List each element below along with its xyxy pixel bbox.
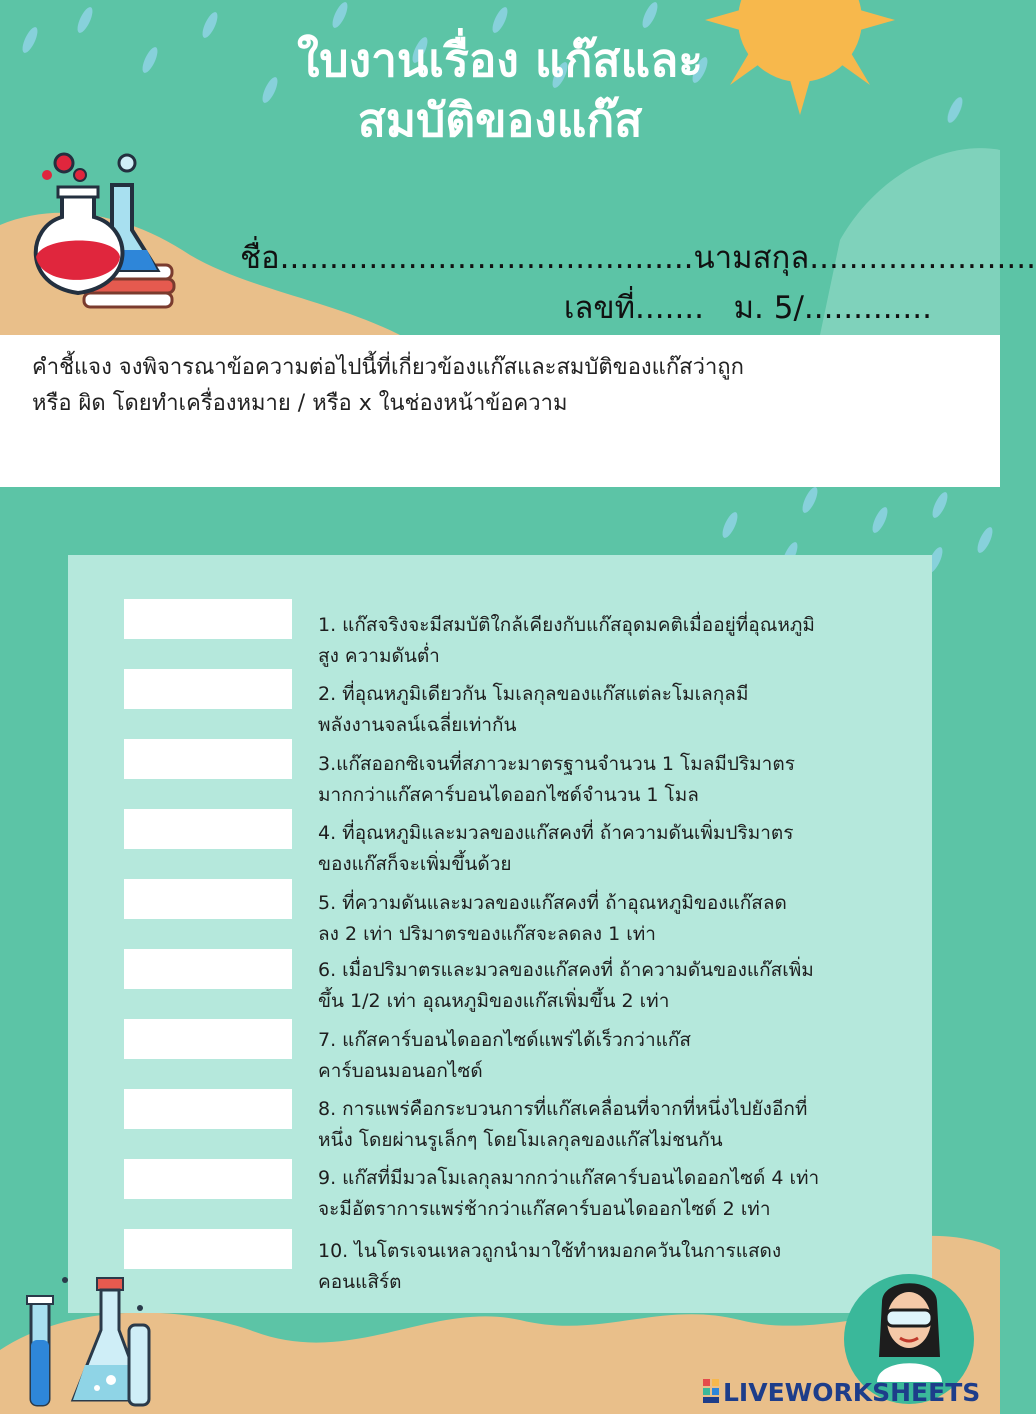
answer-box-6[interactable]: [124, 949, 292, 989]
question-10: [318, 1236, 908, 1298]
flask-icon: [22, 145, 182, 320]
question-3: [318, 749, 908, 811]
answer-box-4[interactable]: [124, 809, 292, 849]
question-text: พลังงานจลน์เฉลี่ยเท่ากัน: [318, 714, 517, 736]
question-6: [318, 955, 908, 1017]
number-label: เลขที่: [563, 290, 636, 326]
number-field[interactable]: .......: [635, 290, 705, 326]
answer-box-2[interactable]: [124, 669, 292, 709]
surname-field[interactable]: .......................: [809, 240, 1036, 276]
question-text: 2. ที่อุณหภูมิเดียวกัน โมเลกุลของแก๊สแต่ละโมเลกุลมี: [318, 683, 749, 705]
question-text: จะมีอัตราการแพร่ช้ากว่าแก๊สคาร์บอนไดออกไซด์ 2 เท่า: [318, 1198, 771, 1220]
answer-box-7[interactable]: [124, 1019, 292, 1059]
question-text: 6. เมื่อปริมาตรและมวลของแก๊สคงที่ ถ้าความดันของแก๊สเพิ่ม: [318, 959, 814, 981]
question-text: 5. ที่ความดันและมวลของแก๊สคงที่ ถ้าอุณหภูมิของแก๊สลด: [318, 892, 787, 914]
class-field[interactable]: .............: [803, 290, 932, 326]
question-text: 1. แก๊สจริงจะมีสมบัติใกล้เคียงกับแก๊สอุดมคติเมื่ออยู่ที่อุณหภูมิ: [318, 614, 815, 636]
question-text: คาร์บอนมอนอกไซด์: [318, 1060, 483, 1082]
worksheet-title: [180, 30, 820, 150]
question-2: [318, 679, 908, 741]
answer-box-1[interactable]: [124, 599, 292, 639]
answer-box-10[interactable]: [124, 1229, 292, 1269]
question-7: [318, 1025, 908, 1087]
question-text: ลง 2 เท่า ปริมาตรของแก๊สจะลดลง 1 เท่า: [318, 923, 656, 945]
question-text: 3.แก๊สออกซิเจนที่สภาวะมาตรฐานจำนวน 1 โมลมีปริมาตร: [318, 753, 795, 775]
question-text: หนึ่ง โดยผ่านรูเล็กๆ โดยโมเลกุลของแก๊สไม่ชนกัน: [318, 1129, 723, 1151]
title-line-1: ใบงานเรื่อง แก๊สและ: [296, 33, 704, 87]
instructions-line-1: คำชี้แจง จงพิจารณาข้อความต่อไปนี้ที่เกี่ยวข้องแก๊สและสมบัติของแก๊สว่าถูก: [32, 355, 744, 380]
logo-text: LIVEWORKSHEETS: [723, 1378, 981, 1407]
name-label: ชื่อ: [240, 240, 280, 276]
question-text: 8. การแพร่คือกระบวนการที่แก๊สเคลื่อนที่จากที่หนึ่งไปยังอีกที่: [318, 1098, 808, 1120]
answer-box-8[interactable]: [124, 1089, 292, 1129]
question-1: [318, 610, 908, 672]
liveworksheets-logo: [702, 1378, 980, 1407]
name-row: [240, 232, 1036, 282]
title-line-2: สมบัติของแก๊ส: [357, 93, 643, 147]
answer-box-9[interactable]: [124, 1159, 292, 1199]
question-text: สูง ความดันต่ำ: [318, 645, 440, 667]
question-text: 4. ที่อุณหภูมิและมวลของแก๊สคงที่ ถ้าความดันเพิ่มปริมาตร: [318, 822, 794, 844]
question-text: คอนแสิร์ต: [318, 1271, 402, 1293]
question-9: [318, 1163, 908, 1225]
liveworksheets-logo-icon: [702, 1378, 720, 1404]
lab-glassware-icon: [25, 1270, 160, 1410]
number-row: [564, 282, 932, 332]
class-label: ม. 5/: [733, 290, 804, 326]
answer-box-5[interactable]: [124, 879, 292, 919]
question-text: 9. แก๊สที่มีมวลโมเลกุลมากกว่าแก๊สคาร์บอนไดออกไซด์ 4 เท่า: [318, 1167, 820, 1189]
question-5: [318, 888, 908, 950]
question-8: [318, 1094, 908, 1156]
answer-box-3[interactable]: [124, 739, 292, 779]
scientist-avatar-icon: [842, 1272, 977, 1382]
instructions-line-2: หรือ ผิด โดยทำเครื่องหมาย / หรือ x ในช่องหน้าข้อความ: [32, 391, 568, 416]
surname-label: นามสกุล: [693, 240, 810, 276]
question-text: 10. ไนโตรเจนเหลวถูกนำมาใช้ทำหมอกควันในการแสดง: [318, 1240, 782, 1262]
instructions: [32, 350, 932, 422]
question-text: 7. แก๊สคาร์บอนไดออกไซด์แพร่ได้เร็วกว่าแก๊ส: [318, 1029, 691, 1051]
question-4: [318, 818, 908, 880]
question-text: มากกว่าแก๊สคาร์บอนไดออกไซด์จำนวน 1 โมล: [318, 784, 699, 806]
question-text: ของแก๊สก็จะเพิ่มขึ้นด้วย: [318, 853, 512, 875]
name-field[interactable]: ..........................................: [279, 240, 694, 276]
question-text: ขึ้น 1/2 เท่า อุณหภูมิของแก๊สเพิ่มขึ้น 2 เท่า: [318, 990, 670, 1012]
